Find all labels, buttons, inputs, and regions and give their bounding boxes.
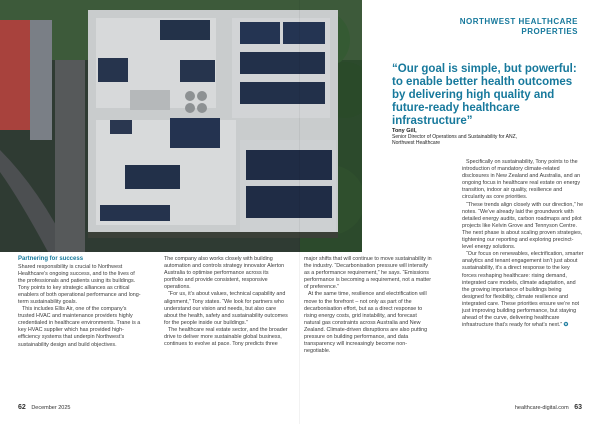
- article-column-1: [18, 256, 143, 349]
- page-number-right: 63: [574, 404, 582, 411]
- paragraph: Shared responsibility is crucial to Northwest Healthcare’s ongoing success, and to the lives of the professionals and patients using its buildings. Tony points to key strategic alliances as critical enablers of both operational performance and long-term sustainability goals.: [18, 263, 141, 305]
- paragraph: The healthcare real estate sector, and the broader drive to deliver more sustainable global business, continues to evolve at pace. Tony predicts three: [164, 326, 288, 348]
- attribution-title: Senior Director of Operations and Sustainability for ANZ,: [392, 134, 518, 140]
- paragraph: “For us, it’s about values, technical capability and alignment,” Tony states. “We look for partners who understand our vision and needs, but also care about the health, safety and sustainability outcomes for the people inside our buildings.”: [164, 291, 288, 326]
- attribution-organization: Northwest Healthcare: [392, 140, 441, 146]
- paragraph: major shifts that will continue to move sustainability in the industry. “Decarbonisation pressure will intensify as a performance requirement,” he says. “Emissions performance is becoming a requirement, not a matter of preference.”: [304, 256, 432, 291]
- pull-quote: “Our goal is simple, but powerful: to enable better health outcomes by delivering high quality and future-ready healthcare infrastructure”: [392, 63, 577, 127]
- paragraph: Specifically on sustainability, Tony points to the introduction of mandatory climate-related disclosures in New Zealand and Australia, and an ongoing focus in healthcare real estate on energy transition, indoor air quality, resilience and circularity as core priorities.: [462, 159, 581, 201]
- article-column-2: [164, 256, 288, 348]
- attribution-name: Tony Gill,: [392, 128, 417, 134]
- paragraph: The company also works closely with building automation and controls strategy innovator Alerton Australia to optimise performance across its portfolio and provide consistent, responsive operations.: [164, 256, 285, 291]
- paragraph: “These trends align closely with our direction,” he notes. “We’ve already laid the groundwork with detailed energy audits, carbon roadmaps and pilot projects like Kelvin Grove and Tennyson Centre. The next phase is about scaling proven strategies, tightening our reporting and exploring precinct-level energy solutions.: [462, 201, 584, 251]
- aerial-rooftop-illustration: [0, 0, 362, 252]
- paragraph: This includes Ellis Air, one of the company’s trusted HVAC and maintenance providers highly credentialed in healthcare environments. Trane is a key HVAC supplier which has provided high-efficiency systems that underpin Northwest’s sustainability design and build objectives.: [18, 306, 141, 348]
- paragraph-text: “Our focus on renewables, electrification, smarter analytics and tenant engagement isn’t just about sustainability, it’s a direct response to the key forces reshaping healthcare: rising demand, integrated care models, climate adaptation, and the growing importance of buildings being designed for flexibility, climate resilience and integrated care. These priorities ensure we’re not just improving building performance, but staying ahead of the curve, delivering healthcare infrastructure that’s ready for what’s next.”: [462, 251, 584, 329]
- end-mark-icon: ✪: [563, 322, 569, 329]
- quote-attribution: [392, 128, 588, 146]
- paragraph: [462, 251, 584, 329]
- footer-right: [515, 404, 582, 411]
- aerial-rooftop-photo: [0, 0, 362, 252]
- page-gutter: [299, 0, 300, 424]
- paragraph: At the same time, resilience and electrification will move to the forefront – not only as part of the decarbonisation effort, but as a direct response to rising energy costs, grid instability, and forecast natural gas constraints across Australia and New Zealand. Climate-driven disruptions are also putting pressure on building performance, and data transparency will increasingly become non-negotiable.: [304, 291, 428, 355]
- issue-date: December 2025: [31, 405, 71, 411]
- footer-left: [18, 404, 70, 411]
- section-label: NORTHWEST HEALTHCARE PROPERTIES: [459, 17, 578, 36]
- section-heading: Partnering for success: [18, 256, 84, 262]
- website-link[interactable]: healthcare-digital.com: [514, 405, 569, 411]
- article-column-3: [304, 256, 432, 355]
- article-column-4: [462, 159, 584, 329]
- page-number-left: 62: [18, 404, 26, 411]
